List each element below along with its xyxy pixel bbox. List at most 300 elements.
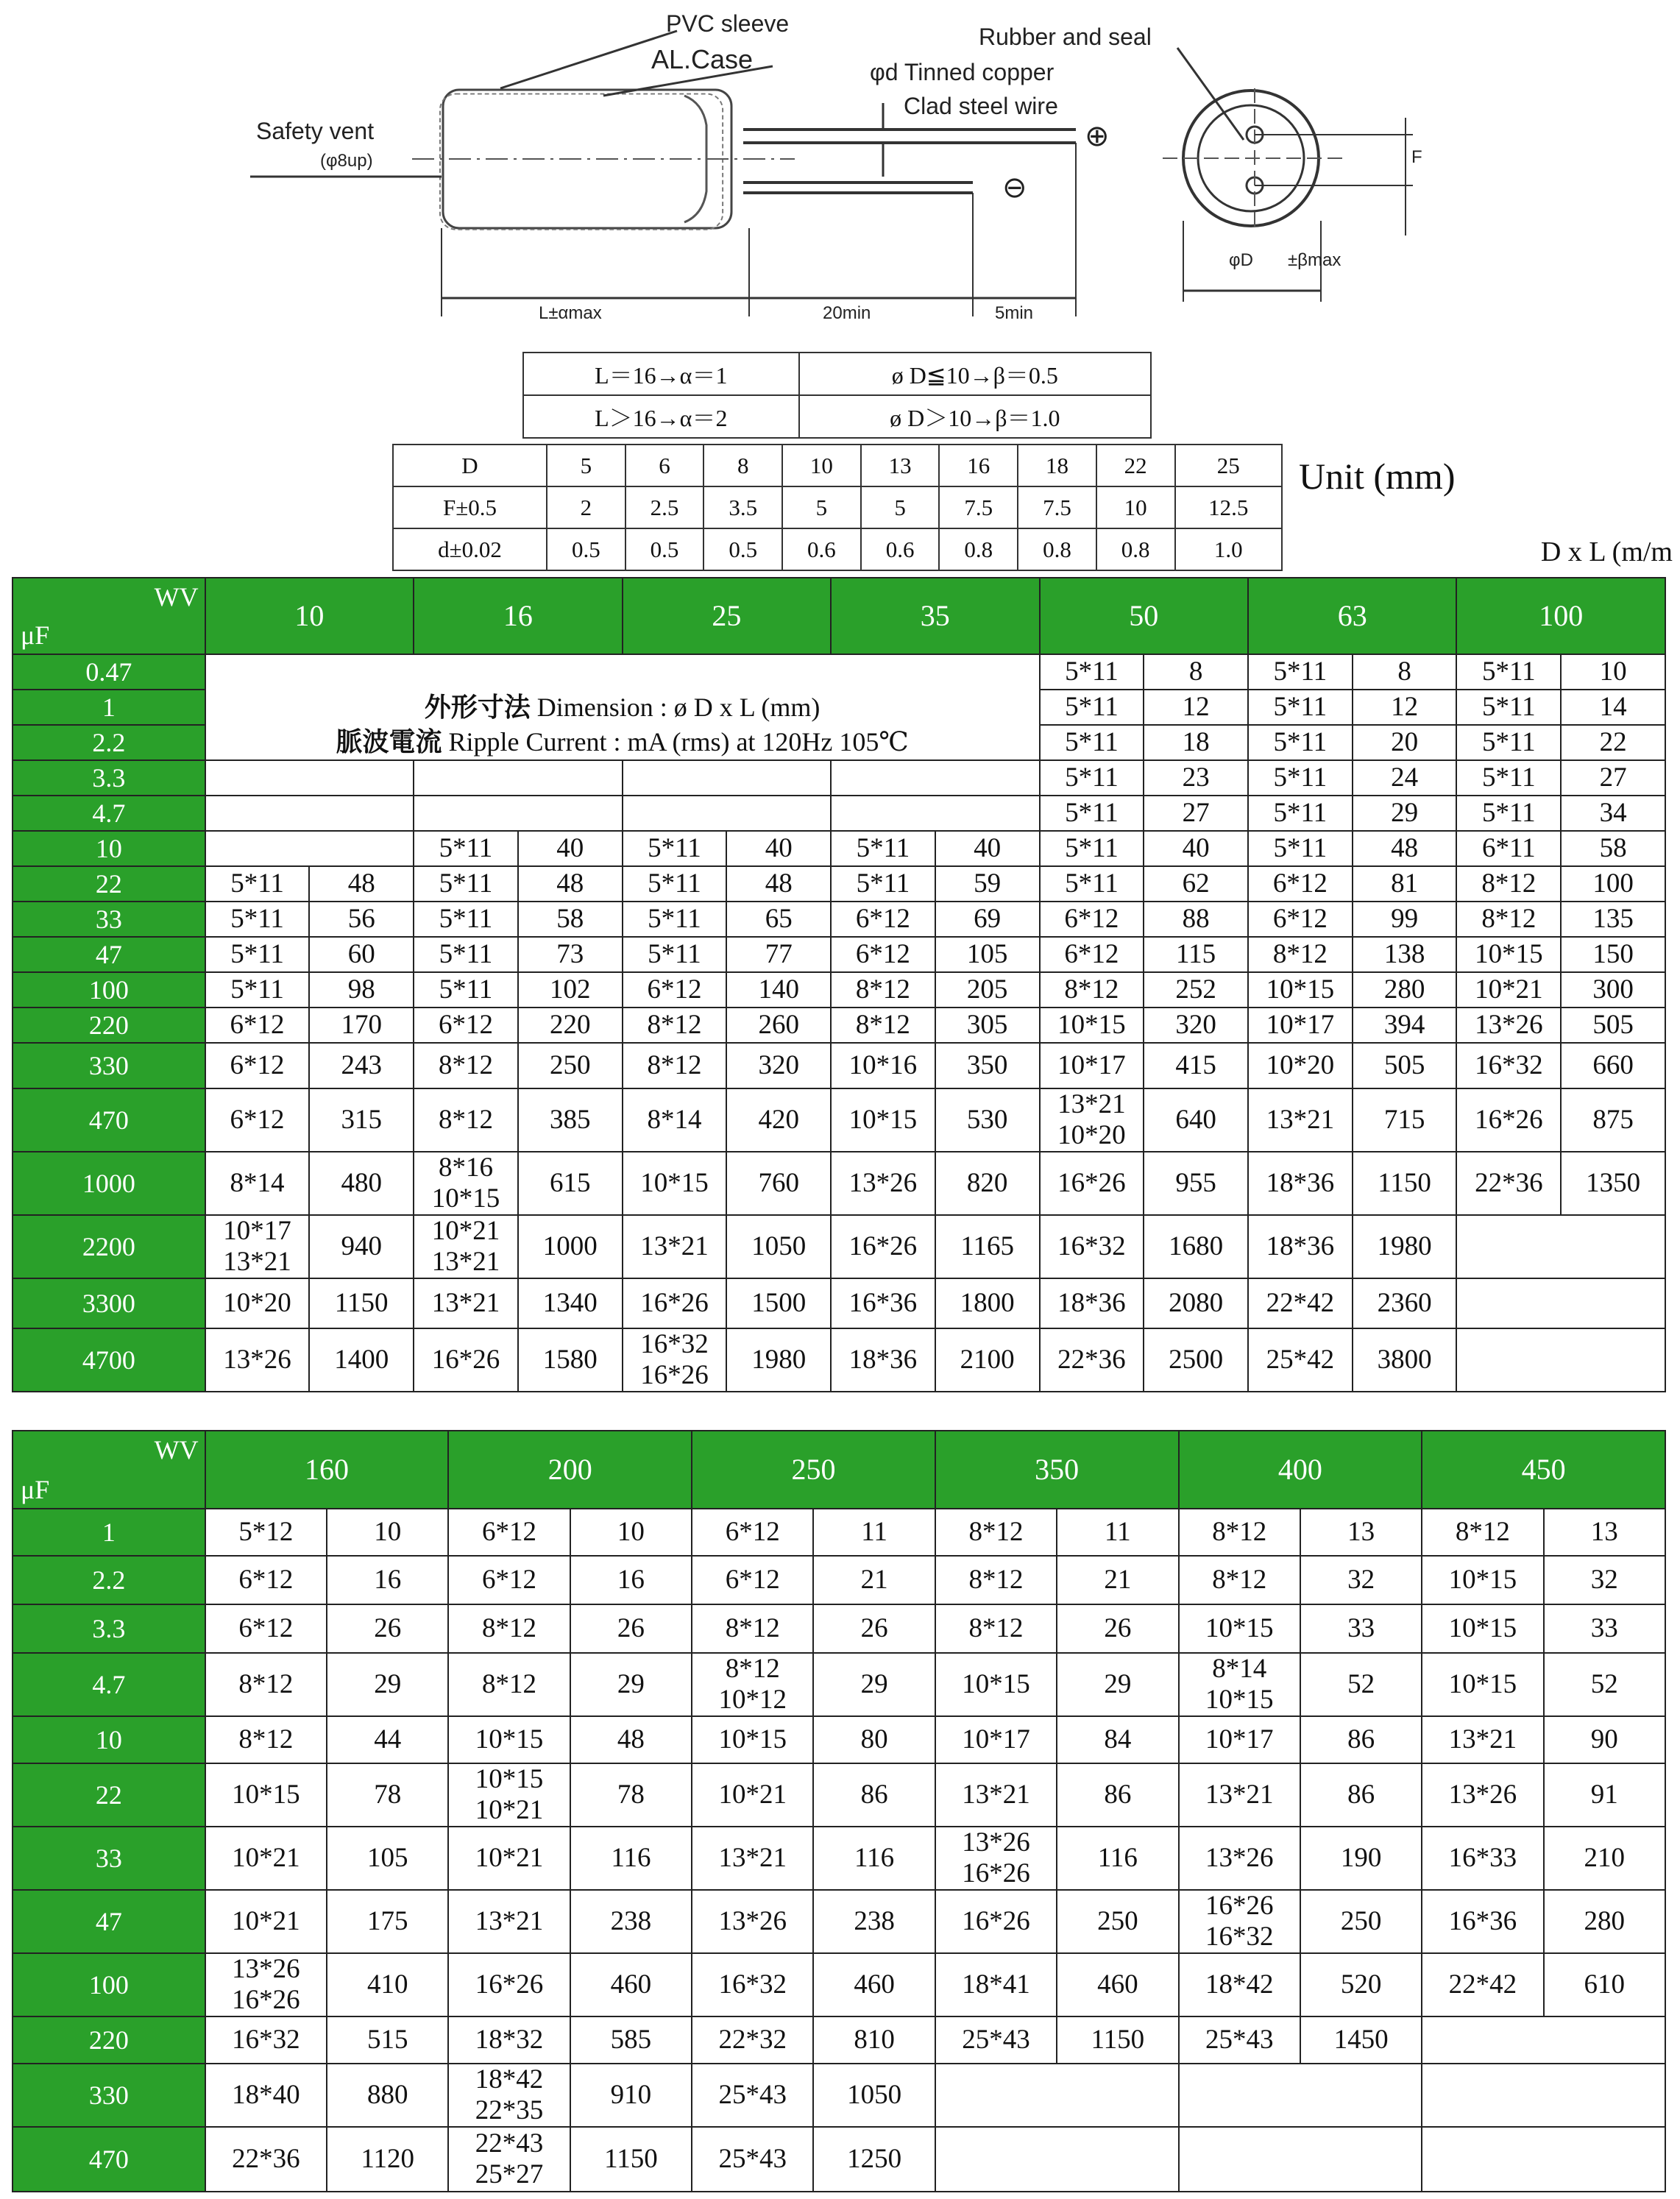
row-header: F±0.5 — [393, 486, 547, 528]
table-cell: 5 — [782, 486, 861, 528]
table-cell: 1050 — [726, 1215, 831, 1278]
table-cell: 585 — [570, 2016, 692, 2064]
table-cell: 1980 — [726, 1328, 831, 1392]
table-row — [13, 1215, 1665, 1278]
table-cell: 5*11 — [1456, 654, 1561, 690]
voltage-header: 350 — [935, 1431, 1179, 1509]
capacitance-cell: 3.3 — [13, 760, 205, 796]
table-cell: 5*11 — [205, 937, 310, 972]
table-cell: 16 — [570, 1556, 692, 1604]
table-cell: 22*36 — [205, 2127, 327, 2192]
table-cell: 13*21 10*20 — [1040, 1088, 1144, 1152]
table-cell: 260 — [726, 1008, 831, 1043]
table-cell: 6*12 — [623, 972, 727, 1008]
table-cell: 22*43 25*27 — [448, 2127, 570, 2192]
table-cell: 8*12 — [935, 1556, 1057, 1604]
blank-cell — [831, 796, 1039, 831]
table-row — [13, 654, 1665, 690]
table-cell: 394 — [1353, 1008, 1457, 1043]
capacitance-cell: 4.7 — [13, 796, 205, 831]
table-cell: 8*12 — [448, 1604, 570, 1653]
table-cell: 10 — [327, 1509, 448, 1556]
table-cell: 10*15 — [1248, 972, 1353, 1008]
table-cell: 252 — [1144, 972, 1248, 1008]
table-cell: 8*14 — [205, 1152, 310, 1215]
table-cell: 52 — [1544, 1653, 1665, 1716]
table-cell: 1120 — [327, 2127, 448, 2192]
table-cell: 18*42 22*35 — [448, 2064, 570, 2127]
table-cell: 140 — [726, 972, 831, 1008]
dimension-note-bold: 外形寸法 — [424, 692, 531, 723]
table-cell: 16*36 — [1422, 1890, 1543, 1953]
table-cell: 8*12 — [414, 1043, 518, 1088]
table-cell: 56 — [309, 902, 414, 937]
blank-cell — [1456, 1328, 1665, 1392]
table-cell: 18*36 — [831, 1328, 935, 1392]
table-cell: 78 — [570, 1763, 692, 1827]
table-cell: 6*12 — [205, 1008, 310, 1043]
table-cell: 59 — [935, 866, 1040, 902]
capacitance-cell: 10 — [13, 1716, 205, 1763]
table-cell: 5*11 — [623, 866, 727, 902]
table-row — [13, 1653, 1665, 1716]
table-cell: 13*21 — [1248, 1088, 1353, 1152]
table-cell: 34 — [1561, 796, 1665, 831]
table-cell: 116 — [813, 1827, 935, 1890]
table-cell: 16*26 — [1040, 1152, 1144, 1215]
table-cell: 27 — [1144, 796, 1248, 831]
safety-vent-label: Safety vent — [256, 118, 375, 144]
table-cell: 6*12 — [205, 1043, 310, 1088]
table-cell: 18 — [1144, 725, 1248, 760]
blank-cell — [1456, 1215, 1665, 1278]
table-cell: 250 — [518, 1043, 623, 1088]
table-cell: 22*36 — [1040, 1328, 1144, 1392]
table-row — [13, 1604, 1665, 1653]
table-cell: 515 — [327, 2016, 448, 2064]
table-cell: 505 — [1353, 1043, 1457, 1088]
table-row — [13, 1152, 1665, 1215]
table-cell: 69 — [935, 902, 1040, 937]
table-cell: 29 — [1057, 1653, 1178, 1716]
unit-label: Unit (mm) — [1299, 456, 1456, 497]
table-cell: 320 — [726, 1043, 831, 1088]
table-cell: 52 — [1300, 1653, 1422, 1716]
table-cell: 5*11 — [1040, 690, 1144, 725]
table-cell: 48 — [726, 866, 831, 902]
table-cell: 250 — [1057, 1890, 1178, 1953]
table-cell: 305 — [935, 1008, 1040, 1043]
table-cell: 350 — [935, 1043, 1040, 1088]
table-cell: 58 — [518, 902, 623, 937]
table-cell: 8*12 — [935, 1509, 1057, 1556]
voltage-header: 160 — [205, 1431, 449, 1509]
dim-f-label: F — [1411, 147, 1422, 167]
table-row — [13, 866, 1665, 902]
table-row — [13, 2016, 1665, 2064]
table-cell: 6*12 — [205, 1604, 327, 1653]
table-cell: 5*11 — [205, 866, 310, 902]
table-cell: 6*12 — [831, 902, 935, 937]
table-row — [13, 1763, 1665, 1827]
table-cell: 1800 — [935, 1278, 1040, 1328]
plus-icon: ⊕ — [1085, 120, 1110, 152]
table-cell: 91 — [1544, 1763, 1665, 1827]
table-cell: 13*26 — [205, 1328, 310, 1392]
table-row — [13, 1890, 1665, 1953]
table-cell: 18 — [1018, 445, 1096, 486]
table-cell: 5*11 — [1248, 796, 1353, 831]
table-cell: 810 — [813, 2016, 935, 2064]
table-cell: 13*21 — [623, 1215, 727, 1278]
table-row — [13, 2127, 1665, 2192]
table-cell: 105 — [935, 937, 1040, 972]
capacitor-diagram — [0, 0, 1680, 346]
table-cell: 320 — [1144, 1008, 1248, 1043]
table-row — [13, 831, 1665, 866]
formula-cell: ø D≦10→β＝0.5 — [799, 353, 1151, 395]
table-cell: 5*11 — [414, 972, 518, 1008]
blank-cell — [831, 760, 1039, 796]
table-cell: 280 — [1544, 1890, 1665, 1953]
table-cell: 18*36 — [1248, 1152, 1353, 1215]
table-cell: 5*11 — [1040, 654, 1144, 690]
pvc-sleeve-label: PVC sleeve — [666, 10, 790, 37]
table-cell: 16*32 — [1456, 1043, 1561, 1088]
table-cell: 640 — [1144, 1088, 1248, 1152]
table-cell: 22 — [1096, 445, 1175, 486]
table-cell: 13*21 — [1179, 1763, 1300, 1827]
table-cell: 86 — [1057, 1763, 1178, 1827]
table-cell: 5*11 — [1248, 690, 1353, 725]
capacitance-cell: 330 — [13, 1043, 205, 1088]
table-cell: 6*12 — [831, 937, 935, 972]
table-row — [13, 1716, 1665, 1763]
capacitance-cell: 330 — [13, 2064, 205, 2127]
table-cell: 415 — [1144, 1043, 1248, 1088]
table-cell: 26 — [1057, 1604, 1178, 1653]
capacitance-cell: 22 — [13, 1763, 205, 1827]
table-row — [523, 395, 1151, 438]
blank-cell — [935, 2127, 1179, 2192]
table-row — [523, 353, 1151, 395]
table-cell: 21 — [1057, 1556, 1178, 1604]
voltage-header: 25 — [623, 578, 831, 654]
table-cell: 6*12 — [1040, 937, 1144, 972]
table-cell: 13*26 — [1456, 1008, 1561, 1043]
uf-label: μF — [21, 1475, 50, 1504]
table-cell: 250 — [1300, 1890, 1422, 1953]
table-cell: 10 — [570, 1509, 692, 1556]
table-row — [13, 796, 1665, 831]
table-row — [13, 1328, 1665, 1392]
table-cell: 48 — [309, 866, 414, 902]
table-cell: 16*26 — [623, 1278, 727, 1328]
table-cell: 410 — [327, 1953, 448, 2016]
table-cell: 280 — [1353, 972, 1457, 1008]
table-cell: 77 — [726, 937, 831, 972]
table-cell: 10 — [1561, 654, 1665, 690]
safety-vent-sub-label: (φ8up) — [320, 151, 373, 171]
dim-beta-label: ±βmax — [1288, 250, 1341, 270]
table-cell: 1400 — [309, 1328, 414, 1392]
capacitance-cell: 0.47 — [13, 654, 205, 690]
table-cell: 238 — [813, 1890, 935, 1953]
table-cell: 6*12 — [414, 1008, 518, 1043]
formula-cell: L＞16→α＝2 — [523, 395, 799, 438]
table-cell: 6*11 — [1456, 831, 1561, 866]
table-cell: 10*21 — [205, 1827, 327, 1890]
table-cell: 610 — [1544, 1953, 1665, 2016]
table-cell: 2360 — [1353, 1278, 1457, 1328]
table-cell: 10*15 — [1456, 937, 1561, 972]
table-cell: 10 — [1096, 486, 1175, 528]
table-cell: 48 — [1353, 831, 1457, 866]
table-cell: 84 — [1057, 1716, 1178, 1763]
table-cell: 460 — [570, 1953, 692, 2016]
table-cell: 5*11 — [1456, 760, 1561, 796]
table-cell: 135 — [1561, 902, 1665, 937]
table-cell: 5*11 — [1040, 866, 1144, 902]
table-cell: 0.5 — [547, 528, 625, 570]
minus-icon: ⊖ — [1002, 171, 1027, 204]
table-cell: 6*12 — [448, 1509, 570, 1556]
table-cell: 12 — [1144, 690, 1248, 725]
blank-cell — [414, 796, 622, 831]
table-cell: 26 — [813, 1604, 935, 1653]
table-cell: 25 — [1175, 445, 1283, 486]
table-cell: 6*12 — [1040, 902, 1144, 937]
table-cell: 8*12 — [623, 1008, 727, 1043]
voltage-header: 250 — [692, 1431, 935, 1509]
table-cell: 13*21 — [1422, 1716, 1543, 1763]
table-cell: 26 — [327, 1604, 448, 1653]
table-cell: 0.6 — [782, 528, 861, 570]
table-cell: 530 — [935, 1088, 1040, 1152]
voltage-header: 10 — [205, 578, 414, 654]
table-row — [393, 528, 1282, 570]
table-cell: 3800 — [1353, 1328, 1457, 1392]
rating-table-low-voltage — [12, 577, 1666, 1392]
table-cell: 5*11 — [414, 831, 518, 866]
table-cell: 0.5 — [703, 528, 782, 570]
table-cell: 81 — [1353, 866, 1457, 902]
voltage-header: 450 — [1422, 1431, 1665, 1509]
table-cell: 8*12 — [1456, 902, 1561, 937]
capacitance-cell: 2.2 — [13, 1556, 205, 1604]
table-cell: 0.8 — [1018, 528, 1096, 570]
table-cell: 1.0 — [1175, 528, 1283, 570]
voltage-header: 100 — [1456, 578, 1665, 654]
table-row — [13, 725, 1665, 760]
table-row — [13, 1088, 1665, 1152]
table-cell: 5*11 — [1456, 690, 1561, 725]
table-cell: 18*36 — [1248, 1215, 1353, 1278]
capacitance-cell: 220 — [13, 2016, 205, 2064]
table-cell: 78 — [327, 1763, 448, 1827]
table-cell: 2 — [547, 486, 625, 528]
voltage-header: 35 — [831, 578, 1039, 654]
table-cell: 20 — [1353, 725, 1457, 760]
row-header: d±0.02 — [393, 528, 547, 570]
table-cell: 150 — [1561, 937, 1665, 972]
table-cell: 5*11 — [831, 866, 935, 902]
table-cell: 8*12 — [623, 1043, 727, 1088]
table-cell: 16*26 — [831, 1215, 935, 1278]
table-cell: 1250 — [813, 2127, 935, 2192]
capacitor-drawing — [0, 0, 1680, 346]
table-cell: 12 — [1353, 690, 1457, 725]
table-row — [13, 1953, 1665, 2016]
table-cell: 385 — [518, 1088, 623, 1152]
voltage-header: 400 — [1179, 1431, 1422, 1509]
table-cell: 10*16 — [831, 1043, 935, 1088]
table-cell: 33 — [1300, 1604, 1422, 1653]
table-cell: 105 — [327, 1827, 448, 1890]
table-cell: 44 — [327, 1716, 448, 1763]
blank-cell — [935, 2064, 1179, 2127]
table-cell: 11 — [1057, 1509, 1178, 1556]
table-cell: 65 — [726, 902, 831, 937]
table-cell: 2100 — [935, 1328, 1040, 1392]
table-cell: 175 — [327, 1890, 448, 1953]
table-cell: 0.8 — [939, 528, 1018, 570]
table-cell: 315 — [309, 1088, 414, 1152]
alpha-beta-table — [522, 352, 1152, 439]
table-cell: 24 — [1353, 760, 1457, 796]
table-cell: 10*15 10*21 — [448, 1763, 570, 1827]
table-cell: 170 — [309, 1008, 414, 1043]
table-cell: 238 — [570, 1890, 692, 1953]
corner-header — [13, 1431, 205, 1509]
capacitance-cell: 1 — [13, 690, 205, 725]
table-cell: 5*11 — [1040, 796, 1144, 831]
table-cell: 27 — [1561, 760, 1665, 796]
table-cell: 5*11 — [205, 902, 310, 937]
table-cell: 10*17 — [935, 1716, 1057, 1763]
table-cell: 7.5 — [939, 486, 1018, 528]
table-row — [13, 937, 1665, 972]
table-cell: 90 — [1544, 1716, 1665, 1763]
table-row — [393, 445, 1282, 486]
table-cell: 40 — [518, 831, 623, 866]
blank-cell — [1179, 2064, 1422, 2127]
table-cell: 13*26 — [1422, 1763, 1543, 1827]
table-cell: 1050 — [813, 2064, 935, 2127]
table-cell: 190 — [1300, 1827, 1422, 1890]
table-cell: 1500 — [726, 1278, 831, 1328]
table-cell: 10*21 — [1456, 972, 1561, 1008]
table-cell: 10*15 — [1179, 1604, 1300, 1653]
lead-dimension-table — [392, 444, 1283, 571]
table-cell: 5*11 — [1248, 654, 1353, 690]
table-cell: 22*42 — [1422, 1953, 1543, 2016]
table-cell: 760 — [726, 1152, 831, 1215]
table-row — [13, 902, 1665, 937]
table-cell: 13*21 — [692, 1827, 813, 1890]
dim-l-label: L±αmax — [539, 303, 602, 323]
table-cell: 660 — [1561, 1043, 1665, 1088]
table-cell: 10*20 — [205, 1278, 310, 1328]
table-cell: 0.6 — [861, 528, 940, 570]
blank-cell — [623, 796, 831, 831]
table-cell: 5*11 — [1040, 760, 1144, 796]
table-cell: 99 — [1353, 902, 1457, 937]
table-cell: 10*15 — [448, 1716, 570, 1763]
capacitance-cell: 220 — [13, 1008, 205, 1043]
table-cell: 5 — [861, 486, 940, 528]
table-cell: 13*21 — [414, 1278, 518, 1328]
table-row — [13, 690, 1665, 725]
table-cell: 25*42 — [1248, 1328, 1353, 1392]
table-cell: 33 — [1544, 1604, 1665, 1653]
table-cell: 8 — [1353, 654, 1457, 690]
dxl-label: D x L (m/m — [1540, 537, 1673, 567]
table-cell: 8*14 — [623, 1088, 727, 1152]
dim-20-label: 20min — [823, 303, 871, 323]
table-cell: 18*42 — [1179, 1953, 1300, 2016]
table-cell: 10*21 — [205, 1890, 327, 1953]
table-cell: 29 — [327, 1653, 448, 1716]
capacitance-cell: 47 — [13, 937, 205, 972]
table-cell: 420 — [726, 1088, 831, 1152]
table-cell: 29 — [813, 1653, 935, 1716]
blank-cell — [1422, 2016, 1665, 2064]
table-cell: 8*12 — [1248, 937, 1353, 972]
table-cell: 460 — [813, 1953, 935, 2016]
table-row — [13, 1556, 1665, 1604]
table-cell: 210 — [1544, 1827, 1665, 1890]
table-cell: 1165 — [935, 1215, 1040, 1278]
table-cell: 22*42 — [1248, 1278, 1353, 1328]
table-cell: 205 — [935, 972, 1040, 1008]
table-cell: 10*15 — [1422, 1556, 1543, 1604]
capacitance-cell: 3300 — [13, 1278, 205, 1328]
table-cell: 58 — [1561, 831, 1665, 866]
table-cell: 5*11 — [205, 972, 310, 1008]
table-cell: 88 — [1144, 902, 1248, 937]
table-cell: 10*15 — [1040, 1008, 1144, 1043]
table-cell: 16*32 — [692, 1953, 813, 2016]
table-cell: 40 — [726, 831, 831, 866]
table-cell: 505 — [1561, 1008, 1665, 1043]
table-cell: 8*12 — [1040, 972, 1144, 1008]
table-cell: 910 — [570, 2064, 692, 2127]
voltage-header: 200 — [448, 1431, 692, 1509]
table-cell: 8*12 — [448, 1653, 570, 1716]
table-cell: 32 — [1300, 1556, 1422, 1604]
capacitance-cell: 33 — [13, 1827, 205, 1890]
table-cell: 5*11 — [1248, 831, 1353, 866]
table-cell: 16*33 — [1422, 1827, 1543, 1890]
table-row — [13, 972, 1665, 1008]
table-cell: 243 — [309, 1043, 414, 1088]
table-cell: 875 — [1561, 1088, 1665, 1152]
blank-cell — [205, 654, 1040, 690]
table-cell: 5*11 — [623, 937, 727, 972]
capacitance-cell: 100 — [13, 972, 205, 1008]
table-cell: 13*26 16*26 — [935, 1827, 1057, 1890]
table-cell: 48 — [518, 866, 623, 902]
ripple-note-text: Ripple Current : mA (rms) at 120Hz 105℃ — [442, 727, 909, 757]
table-cell: 25*43 — [935, 2016, 1057, 2064]
blank-cell — [414, 760, 622, 796]
table-cell: 8*12 — [1422, 1509, 1543, 1556]
table-cell: 1000 — [518, 1215, 623, 1278]
table-cell: 520 — [1300, 1953, 1422, 2016]
table-cell: 18*36 — [1040, 1278, 1144, 1328]
formula-cell: L＝16→α＝1 — [523, 353, 799, 395]
